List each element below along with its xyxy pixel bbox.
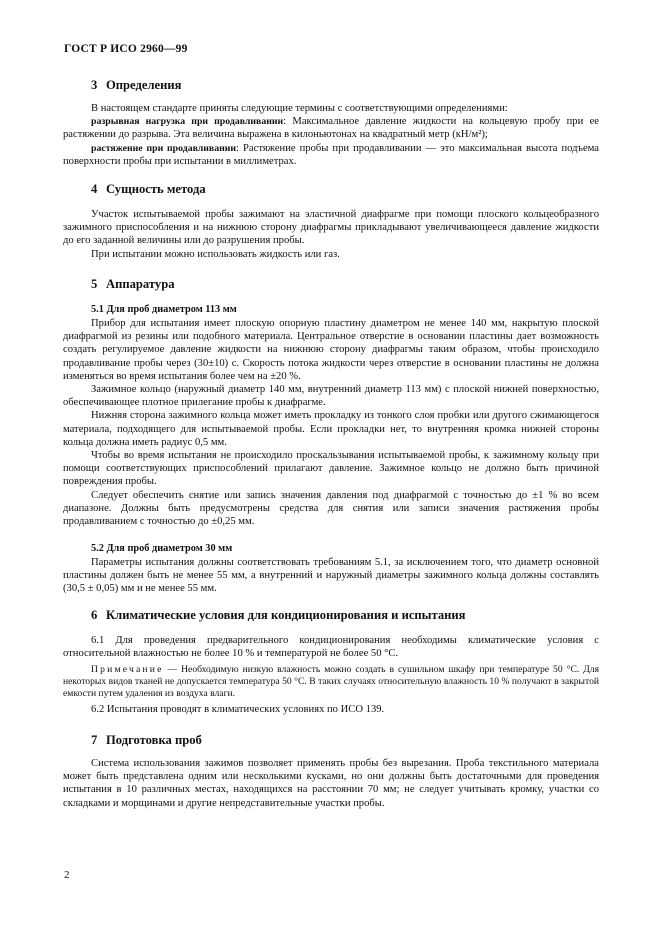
page-number: 2 bbox=[64, 869, 70, 881]
paragraph: Система использования зажимов позволяет применять пробы без вырезания. Проба текстильного материала может быть представлена одним или несколькими кусками, но они должны быть достаточными для проведения испытания в 10 различных местах, находящихся на расстоянии 70 мм; не следует учитывать кромку, участки со складками и морщинами и другие непредставительные участки пробы. bbox=[63, 758, 599, 809]
definition-term: растяжение при продавливании bbox=[91, 142, 237, 154]
paragraph: Параметры испытания должны соответствовать требованиям 5.1, за исключением того, что диаметр основной пластины должен быть не менее 55 мм, а внутренний и наружный диаметры зажимного кольца должны составлять (30,5 ± 0,05) мм и не менее 55 мм. bbox=[63, 557, 599, 595]
running-header: ГОСТ Р ИСО 2960—99 bbox=[64, 43, 188, 55]
note-label: Примечание bbox=[91, 664, 164, 675]
section-title: Климатические условия для кондиционирования и испытания bbox=[106, 608, 466, 622]
subsection-5-1-heading: 5.1 Для проб диаметром 113 мм bbox=[91, 304, 237, 315]
section-5-1-body bbox=[63, 317, 599, 528]
section-number: 4 bbox=[91, 182, 98, 196]
section-number: 6 bbox=[91, 608, 98, 622]
paragraph: При испытании можно использовать жидкость или газ. bbox=[91, 248, 340, 260]
definition-1 bbox=[63, 115, 599, 141]
section-6-2-body bbox=[63, 703, 599, 716]
definitions-intro: В настоящем стандарте приняты следующие термины с соответствующими определениями: bbox=[91, 103, 508, 114]
section-title: Аппаратура bbox=[106, 277, 175, 291]
paragraph: 6.2 Испытания проводят в климатических условиях по ИСО 139. bbox=[91, 704, 385, 715]
section-title: Определения bbox=[106, 78, 182, 92]
section-6-body bbox=[63, 634, 599, 660]
section-5-2-body bbox=[63, 556, 599, 596]
section-7-body bbox=[63, 757, 599, 810]
section-4-heading bbox=[91, 182, 206, 197]
paragraph: Прибор для испытания имеет плоскую опорную пластину диаметром не менее 140 мм, накрытую плоской диафрагмой из резины или подобного материала. Центральное отверстие в основании пластины дает возможность создать регулируемое давление жидкости на нижнюю сторону диафрагмы таким образом, чтобы происходило продавливание пробы через (30±10) с. Скорость потока жидкости через отверстие в основании пластины не должна изменяться во время испытания более чем на ±20 %. bbox=[63, 318, 599, 382]
definition-term: разрывная нагрузка при продавливании bbox=[91, 116, 284, 128]
section-number: 3 bbox=[91, 78, 98, 92]
section-number: 5 bbox=[91, 277, 98, 291]
definition-2 bbox=[63, 142, 599, 168]
section-5-heading bbox=[91, 277, 175, 292]
paragraph: Участок испытываемой пробы зажимают на эластичной диафрагме при помощи плоского кольцеобразного зажимного приспособления и на нижнюю сторону диафрагмы прикладывают увеличивающееся давление жидкости до его заданной величины или до разрушения пробы. bbox=[63, 209, 599, 247]
section-3-heading bbox=[91, 78, 181, 93]
note-text: — Необходимую низкую влажность можно создать в сушильном шкафу при температуре 50 °С. Для некоторых видов тканей не допускается температура 50 °С. В таких случаях относительную влажность 10 % получают в закрытой емкости путем удаления из воздуха влаги. bbox=[63, 664, 599, 699]
section-6-heading bbox=[91, 608, 465, 623]
section-3-body bbox=[63, 102, 599, 168]
section-number: 7 bbox=[91, 733, 98, 747]
paragraph: Зажимное кольцо (наружный диаметр 140 мм, внутренний диаметр 113 мм) с плоской нижней поверхностью, обеспечивающее плотное прилегание пробы к диафрагме. bbox=[63, 384, 599, 409]
paragraph: Чтобы во время испытания не происходило проскальзывания испытываемой пробы, к зажимному кольцу при помощи соответствующих приспособлений прилагают давление. Зажимное кольцо не должно быть причиной повреждения пробы. bbox=[63, 450, 599, 488]
section-4-body bbox=[63, 208, 599, 261]
definition-text: : Максимальное давление жидкости на кольцевую пробу при ее растяжении до разрыва. Эта величина выражена в килоньютонах на квадратный метр (кН/м²); bbox=[63, 116, 599, 141]
section-title: Сущность метода bbox=[106, 182, 206, 196]
note bbox=[63, 664, 599, 700]
paragraph: Нижняя сторона зажимного кольца может иметь прокладку из тонкого слоя пробки или другого сжимающегося материала, подходящего для испытываемой пробы. Если прокладки нет, то внутренняя кромка нижней стороны кольца должна иметь радиус 0,5 мм. bbox=[63, 410, 599, 448]
paragraph: Следует обеспечить снятие или запись значения давления под диафрагмой с точностью до ±1 % во всем диапазоне. Должны быть предусмотрены средства для снятия или записи значения растяжения пробы продавливанием с точностью до ±0,25 мм. bbox=[63, 489, 599, 528]
subsection-5-2-heading: 5.2 Для проб диаметром 30 мм bbox=[91, 543, 233, 554]
section-title: Подготовка проб bbox=[106, 733, 202, 747]
definition-text: : Растяжение пробы при продавливании — это максимальная высота подъема поверхности пробы при испытании в миллиметрах. bbox=[63, 142, 600, 167]
paragraph: 6.1 Для проведения предварительного кондиционирования необходимы климатические условия с относительной влажностью не более 10 % и температурой не более 50 °С. bbox=[63, 635, 599, 660]
section-7-heading bbox=[91, 733, 202, 748]
